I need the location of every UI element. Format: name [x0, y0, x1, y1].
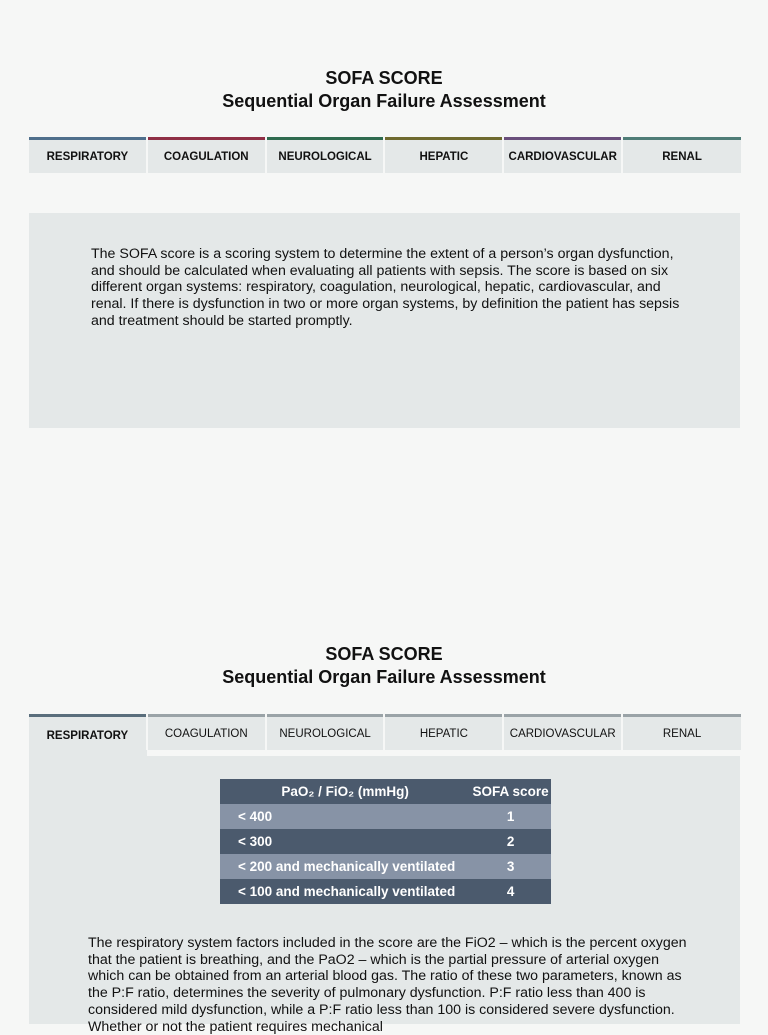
tab-respiratory-active[interactable]: RESPIRATORY [29, 714, 146, 754]
section2-tab-bar [29, 714, 741, 750]
table-cell-score: 1 [470, 804, 551, 829]
tab-neurological[interactable]: NEUROLOGICAL [267, 714, 384, 750]
table-row [220, 829, 551, 854]
table-row [220, 854, 551, 879]
table-cell-criterion: < 300 [220, 829, 470, 854]
tab-respiratory[interactable]: RESPIRATORY [29, 137, 146, 173]
section2-title-block [0, 643, 768, 689]
table-row [220, 879, 551, 904]
table-cell-criterion: < 100 and mechanically ventilated [220, 879, 470, 904]
section1-tab-bar [29, 137, 741, 173]
section1-title-block [0, 67, 768, 113]
table-cell-score: 4 [470, 879, 551, 904]
tab-neurological[interactable]: NEUROLOGICAL [267, 137, 384, 173]
table-cell-criterion: < 200 and mechanically ventilated [220, 854, 470, 879]
table-cell-score: 2 [470, 829, 551, 854]
tab-cardiovascular[interactable]: CARDIOVASCULAR [504, 714, 621, 750]
tab-hepatic[interactable]: HEPATIC [385, 714, 502, 750]
section2-subtitle: Sequential Organ Failure Assessment [222, 667, 546, 687]
tab-cardiovascular[interactable]: CARDIOVASCULAR [504, 137, 621, 173]
tab-coagulation[interactable]: COAGULATION [148, 137, 265, 173]
tab-coagulation[interactable]: COAGULATION [148, 714, 265, 750]
tab-bar-divider [147, 750, 741, 756]
respiratory-score-table [220, 779, 551, 904]
table-row [220, 804, 551, 829]
table-header-row [220, 779, 551, 804]
tab-renal[interactable]: RENAL [623, 714, 741, 750]
tab-renal[interactable]: RENAL [623, 137, 741, 173]
table-header-score: SOFA score [470, 779, 551, 804]
table-cell-criterion: < 400 [220, 804, 470, 829]
table-cell-score: 3 [470, 854, 551, 879]
table-header-ratio: PaO₂ / FiO₂ (mmHg) [220, 779, 470, 804]
section1-subtitle: Sequential Organ Failure Assessment [222, 91, 546, 111]
section2-description: The respiratory system factors included in the score are the FiO2 – which is the percent oxygen that the patient is breathing, and the PaO2 – which is the partial pressure of arterial oxygen which can be obtained from an arterial blood gas. The ratio of these two parameters, known as the P:F ratio, determines the severity of pulmonary dysfunction. P:F ratio less than 400 is considered mild dysfunction, while a P:F ratio less than 100 is considered severe dysfunction. Whether or not the patient requires mechanical [88, 935, 687, 1035]
tab-hepatic[interactable]: HEPATIC [385, 137, 502, 173]
section1-description: The SOFA score is a scoring system to determine the extent of a person’s organ dysfunction, and should be calculated when evaluating all patients with sepsis. The score is based on six different organ systems: respiratory, coagulation, neurological, hepatic, cardiovascular, and renal. If there is dysfunction in two or more organ systems, by definition the patient has sepsis and treatment should be started promptly. [91, 246, 680, 329]
section2-title: SOFA SCORE [325, 644, 443, 664]
section1-title: SOFA SCORE [325, 68, 443, 88]
